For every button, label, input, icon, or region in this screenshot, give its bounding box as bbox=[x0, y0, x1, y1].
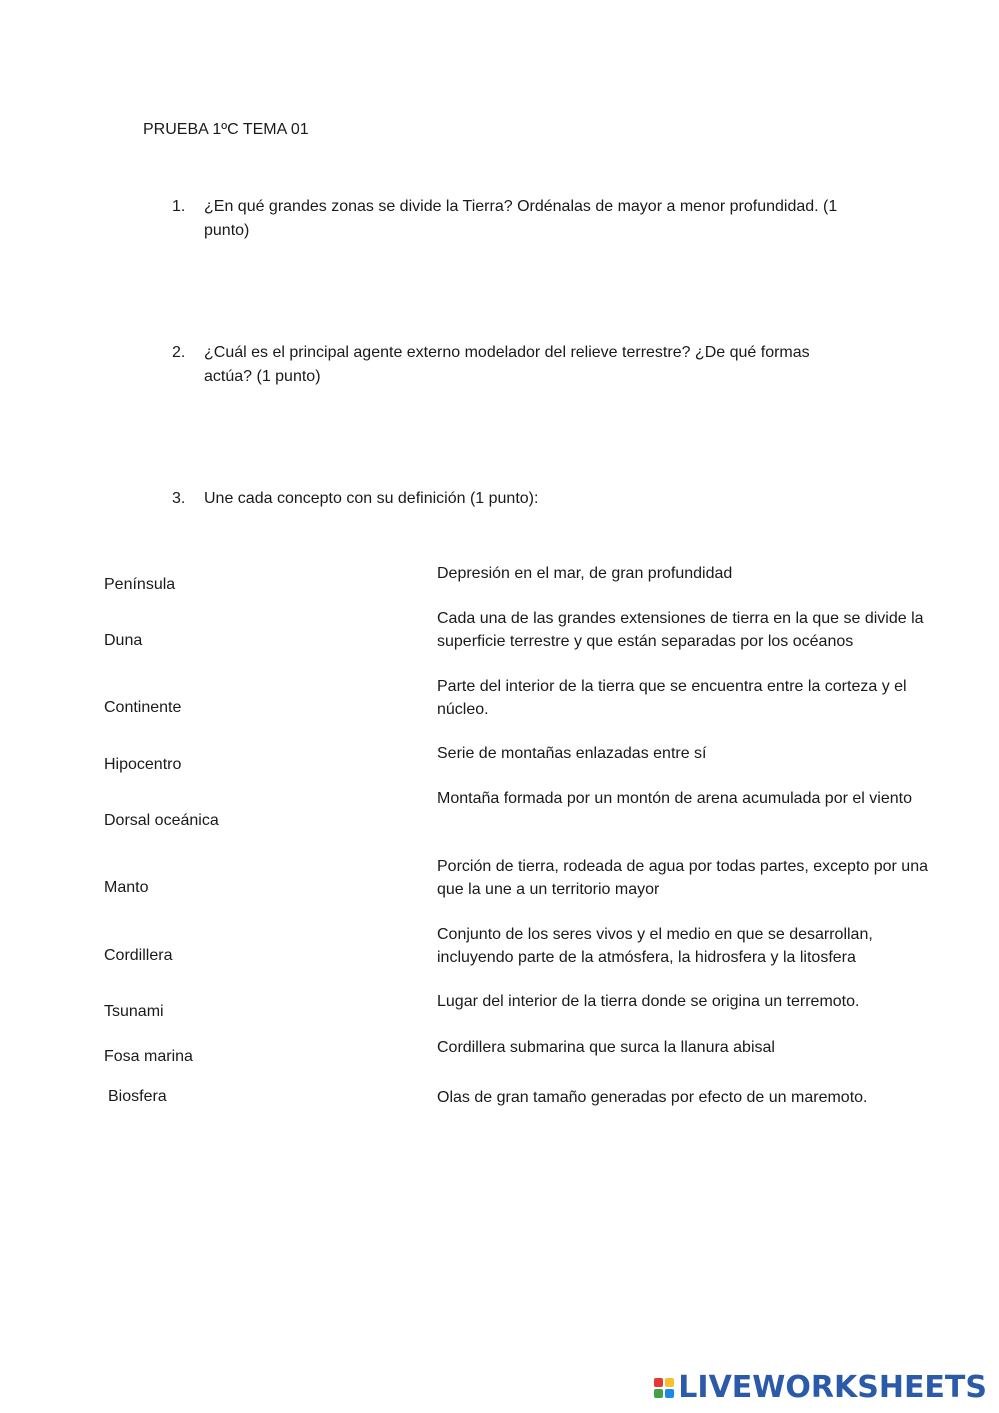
logo-square bbox=[654, 1389, 663, 1398]
definition-item[interactable]: Depresión en el mar, de gran profundidad bbox=[437, 565, 733, 582]
page-title: PRUEBA 1ºC TEMA 01 bbox=[143, 121, 309, 138]
logo-square bbox=[654, 1378, 663, 1387]
logo-square bbox=[665, 1389, 674, 1398]
question-number: 3. bbox=[172, 490, 186, 507]
concept-item[interactable]: Cordillera bbox=[104, 947, 173, 964]
logo-square bbox=[665, 1378, 674, 1387]
logo-icon bbox=[654, 1378, 674, 1398]
concept-item[interactable]: Duna bbox=[104, 632, 143, 649]
concept-item[interactable]: Biosfera bbox=[108, 1088, 167, 1105]
question-number: 1. bbox=[172, 198, 186, 215]
definition-item[interactable]: Parte del interior de la tierra que se encuentra entre la corteza y el núcleo. bbox=[437, 678, 907, 718]
definition-item[interactable]: Conjunto de los seres vivos y el medio en que se desarrollan, incluyendo parte de la atmósfera, la hidrosfera y la litosfera bbox=[437, 926, 873, 966]
question-text: Une cada concepto con su definición (1 punto): bbox=[204, 490, 539, 507]
question-3 bbox=[172, 487, 852, 511]
question-1 bbox=[172, 195, 852, 243]
definition-item[interactable]: Cordillera submarina que surca la llanura abisal bbox=[437, 1039, 775, 1056]
question-text: ¿En qué grandes zonas se divide la Tierra? Ordénalas de mayor a menor profundidad. (1 punto) bbox=[204, 198, 838, 239]
definition-item[interactable]: Olas de gran tamaño generadas por efecto de un maremoto. bbox=[437, 1089, 868, 1106]
concept-item[interactable]: Manto bbox=[104, 879, 149, 896]
question-2 bbox=[172, 341, 852, 389]
definition-item[interactable]: Cada una de las grandes extensiones de tierra en la que se divide la superficie terrestre y que están separadas por los océanos bbox=[437, 610, 924, 650]
concept-item[interactable]: Fosa marina bbox=[104, 1048, 193, 1065]
concept-item[interactable]: Tsunami bbox=[104, 1003, 164, 1020]
question-number: 2. bbox=[172, 344, 186, 361]
liveworksheets-logo bbox=[654, 1370, 987, 1405]
question-text: ¿Cuál es el principal agente externo modelador del relieve terrestre? ¿De qué formas actúa? (1 punto) bbox=[204, 344, 810, 385]
brand-name: LIVEWORKSHEETS bbox=[678, 1370, 987, 1405]
definition-item[interactable]: Lugar del interior de la tierra donde se origina un terremoto. bbox=[437, 993, 860, 1010]
definition-item[interactable]: Porción de tierra, rodeada de agua por todas partes, excepto por una que la une a un territorio mayor bbox=[437, 858, 928, 898]
definition-item[interactable]: Montaña formada por un montón de arena acumulada por el viento bbox=[437, 790, 912, 807]
concept-item[interactable]: Dorsal oceánica bbox=[104, 812, 219, 829]
definition-item[interactable]: Serie de montañas enlazadas entre sí bbox=[437, 745, 707, 762]
concept-item[interactable]: Continente bbox=[104, 699, 182, 716]
concept-item[interactable]: Península bbox=[104, 576, 176, 593]
concept-item[interactable]: Hipocentro bbox=[104, 756, 182, 773]
